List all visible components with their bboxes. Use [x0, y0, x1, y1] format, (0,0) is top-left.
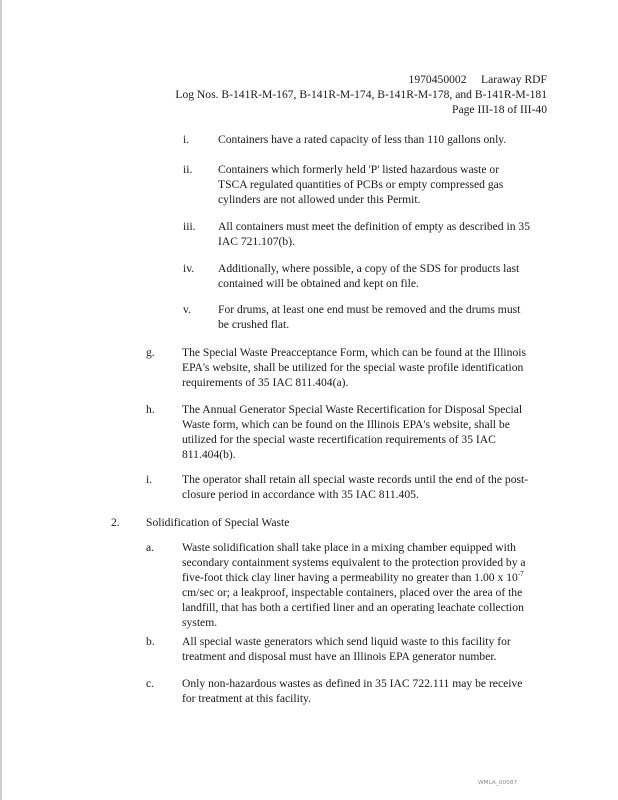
item-marker: b.: [146, 635, 155, 648]
item-marker: a.: [146, 541, 155, 554]
item-text: [182, 345, 526, 390]
header-page-number: Page III-18 of III-40: [452, 103, 547, 116]
item-text: [218, 261, 519, 291]
header-facility-id: 1970450002 Laraway RDF: [408, 73, 547, 86]
item-marker: iii.: [183, 220, 196, 233]
text-line: IAC 721.107(b).: [218, 235, 295, 248]
text-line: secondary containment systems equivalent to the protection provided by a: [182, 556, 526, 569]
text-line: EPA's website, shall be utilized for the special waste profile identification: [182, 361, 524, 374]
text-line: All containers must meet the definition of empty as described in 35: [218, 220, 530, 233]
header-log-numbers: Log Nos. B-141R-M-167, B-141R-M-174, B-141R-M-178, and B-141R-M-181: [175, 88, 547, 101]
item-marker: i.: [146, 473, 153, 486]
item-text: [182, 402, 522, 462]
text-line: Only non-hazardous wastes as defined in 35 IAC 722.111 may be receive: [182, 677, 523, 690]
text-line: Containers which formerly held 'P' listed hazardous waste or: [218, 163, 500, 176]
text-line: closure period in accordance with 35 IAC 811.405.: [182, 488, 419, 501]
exponent: -7: [517, 570, 524, 579]
section-number: 2.: [111, 516, 120, 529]
item-marker: i.: [183, 133, 190, 146]
text-line: system.: [182, 616, 218, 629]
text-line: The Annual Generator Special Waste Recertification for Disposal Special: [182, 403, 523, 416]
text-line: Containers have a rated capacity of less than 110 gallons only.: [218, 133, 507, 146]
page-header: [175, 72, 547, 117]
text-line: [182, 570, 526, 585]
text-line: Waste solidification shall take place in a mixing chamber equipped with: [182, 541, 516, 554]
text-line: contained will be obtained and kept on file.: [218, 277, 419, 290]
item-marker: h.: [146, 403, 155, 416]
item-text: [182, 540, 526, 630]
text-line: The Special Waste Preacceptance Form, which can be found at the Illinois: [182, 346, 526, 359]
text-line: for treatment at this facility.: [182, 692, 311, 705]
item-text: [218, 302, 520, 332]
section-title: Solidification of Special Waste: [146, 516, 290, 529]
item-marker: ii.: [183, 163, 193, 176]
item-marker: c.: [146, 677, 155, 690]
text-line: cylinders are not allowed under this Permit.: [218, 193, 421, 206]
text-line: utilized for the special waste recertification requirements of 35 IAC: [182, 433, 496, 446]
item-text: [218, 219, 530, 249]
text-line: be crushed flat.: [218, 318, 290, 331]
text-line: Waste form, which can be found on the Illinois EPA's website, shall be: [182, 418, 510, 431]
item-marker: v.: [183, 303, 191, 316]
item-text: [182, 676, 522, 706]
item-text: [182, 472, 528, 502]
text-line: All special waste generators which send liquid waste to this facility for: [182, 635, 511, 648]
item-marker: g.: [146, 346, 155, 359]
item-text: [182, 634, 511, 664]
text-line: 811.404(b).: [182, 448, 236, 461]
item-text: [218, 162, 503, 207]
text-line: TSCA regulated quantities of PCBs or empty compressed gas: [218, 178, 504, 191]
bates-stamp: WMLA_00087: [478, 780, 518, 786]
text-line: For drums, at least one end must be removed and the drums must: [218, 303, 521, 316]
text-line: treatment and disposal must have an Illinois EPA generator number.: [182, 650, 497, 663]
text-line-main: five-foot thick clay liner having a permeability no greater than 1.00 x 10: [182, 571, 518, 584]
item-marker: iv.: [183, 262, 195, 275]
text-line: cm/sec or; a leakproof, inspectable containers, placed over the area of the: [182, 586, 523, 599]
text-line: The operator shall retain all special waste records until the end of the post-: [182, 473, 529, 486]
text-line: landfill, that has both a certified liner and an operating leachate collection: [182, 601, 524, 614]
item-text: [218, 132, 558, 147]
text-line: requirements of 35 IAC 811.404(a).: [182, 376, 349, 389]
text-line: Additionally, where possible, a copy of the SDS for products last: [218, 262, 520, 275]
